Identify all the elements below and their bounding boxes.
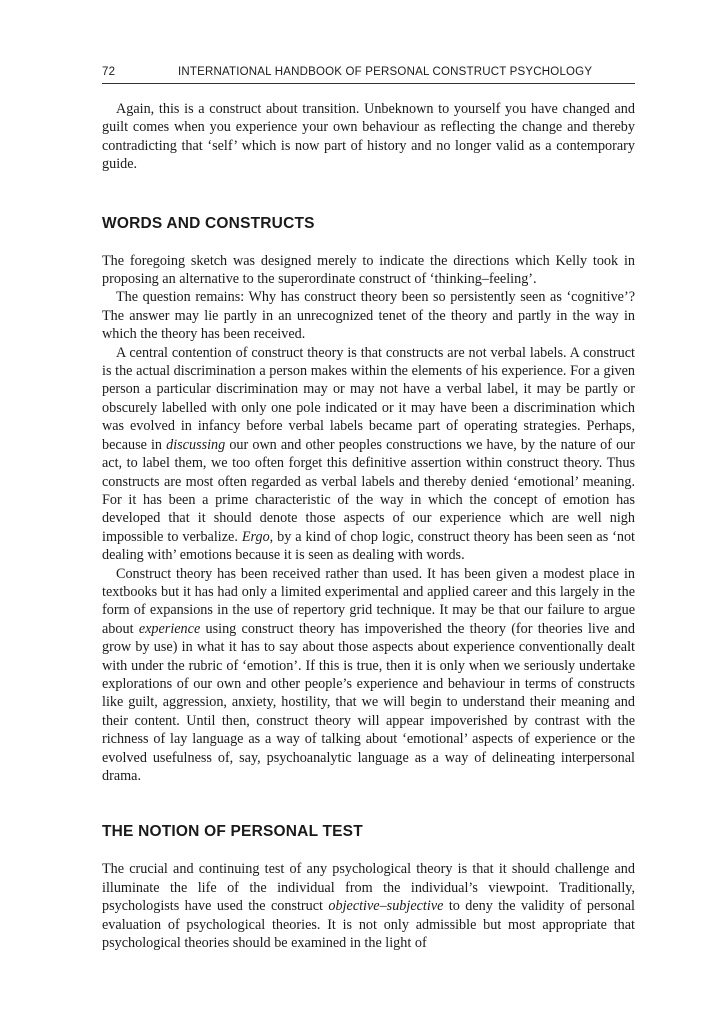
section-heading-personal-test: THE NOTION OF PERSONAL TEST [102,823,363,841]
text-run: A central contention of construct theory is that constructs are not verbal labels. A construct is the actual discrimination a person makes within the elements of his experience. For a given person a particular discrimination may or may not have a verbal label, it may be partly or obscurely labelled with only one pole indicated or it may have been a discrimination which was evolved in infancy before verbal labels became part of operating strategies. Perhaps, because in [102,344,635,453]
running-header [102,66,635,84]
paragraph-foregoing-sketch: The foregoing sketch was designed merely to indicate the directions which Kelly took in proposing an alternative to the superordinate construct of ‘thinking–feeling’. [102,252,635,288]
emphasis-discussing: discussing [166,436,226,453]
running-title: INTERNATIONAL HANDBOOK OF PERSONAL CONSTRUCT PSYCHOLOGY [178,66,593,78]
paragraph-question-remains: The question remains: Why has construct theory been so persistently seen as ‘cognitive’? The answer may lie partly in an unrecognized tenet of the theory and partly in the way in which the theory has been received. [102,289,635,343]
paragraph-received-rather-than-used [102,565,635,786]
emphasis-ergo: Ergo [241,528,270,545]
emphasis-objective-subjective: objective–subjective [328,898,444,915]
text-run: The crucial and continuing test of any psychological theory is that it should challenge and illuminate the life of the individual from the individual’s viewpoint. Traditionally, psychologists have used the construct [102,861,635,915]
text-run: Construct theory has been received rather than used. It has been given a modest place in textbooks but it has had only a limited experimental and applied career and this largely in the form of expansions in the use of repertory grid technique. It may be that our failure to argue about [102,565,635,637]
paragraph-crucial-test [102,860,635,952]
page-number: 72 [102,66,116,78]
text-run: using construct theory has impoverished the theory (for theories live and grow by use) in what it has to say about those aspects about experience conventionally dealt with under the rubric of ‘emotion’. If this is true, then it is only when we seriously undertake explorations of our own and other people’s experience and behaviour in terms of constructs like guilt, aggression, anxiety, hostility, that we will begin to understand their meaning and their content. Until then, construct theory will appear impoverished by contrast with the richness of lay language as a way of talking about ‘emotional’ aspects of experience or the evolved usefulness of, say, psychoanalytic language as a way of delineating interpersonal drama. [102,620,635,784]
text-run: , by a kind of chop logic, construct theory has been seen as ‘not dealing with’ emotions because it is seen as dealing with words. [102,528,635,564]
section-heading-words-and-constructs: WORDS AND CONSTRUCTS [102,214,315,232]
text-run: to deny the validity of personal evaluation of psychological theories. It is not only admissible but most appropriate that psychological theories should be examined in the light of [102,898,635,952]
book-page [102,66,635,952]
paragraph-central-contention [102,344,635,565]
text-run: our own and other peoples constructions we have, by the nature of our act, to label them, we too often forget this definitive assertion within construct theory. Thus constructs are most often regarded as verbal labels and thereby denied ‘emotional’ meaning. For it has been a prime characteristic of the way in which the concept of emotion has developed that it should denote those aspects of our experience which are well nigh impossible to verbalize. [102,436,635,545]
intro-paragraph: Again, this is a construct about transition. Unbeknown to yourself you have changed and guilt comes when you experience your own behaviour as reflecting the change and thereby contradicting that ‘self’ which is now part of history and no longer valid as a contemporary guide. [102,101,635,173]
emphasis-experience: experience [138,620,201,637]
